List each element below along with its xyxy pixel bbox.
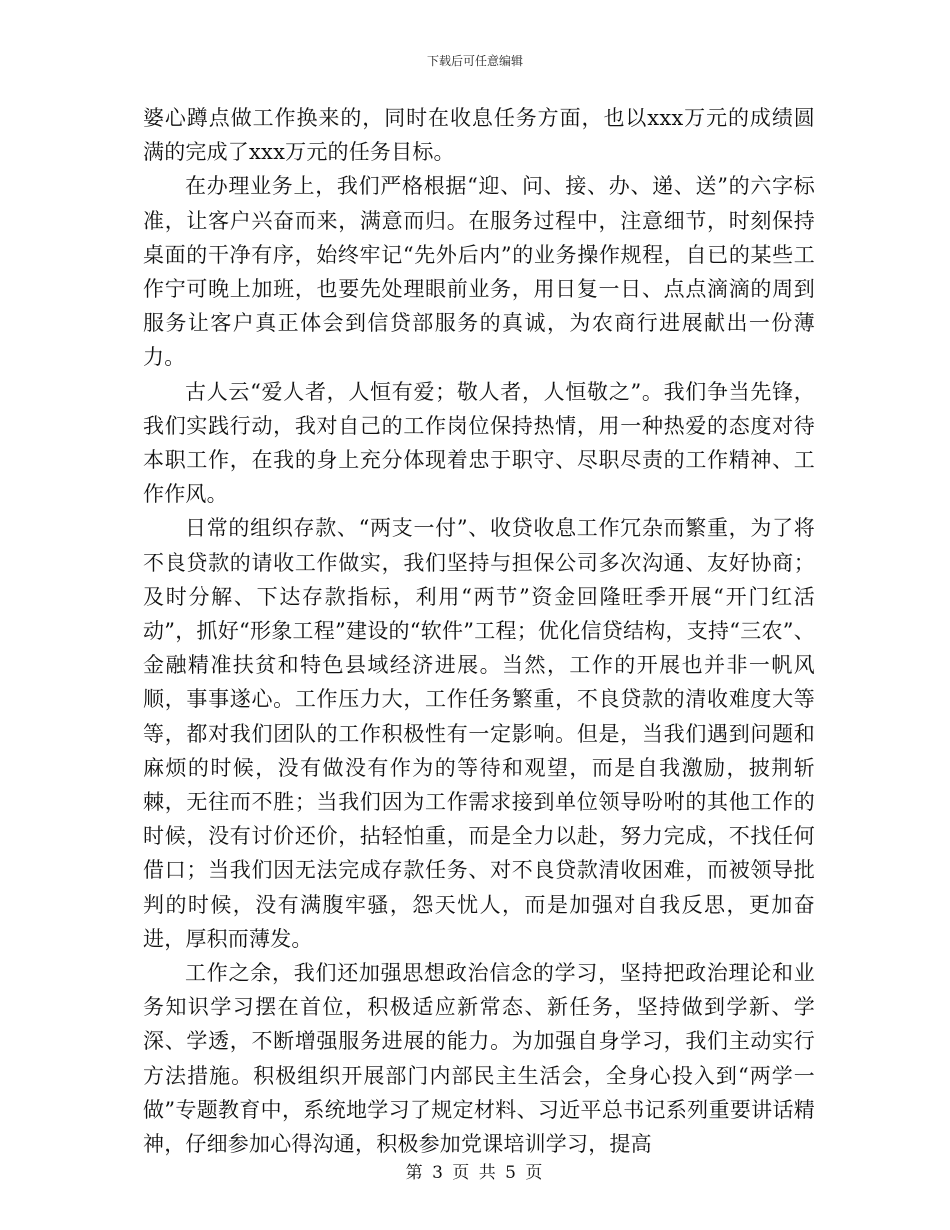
body-text — [143, 101, 815, 1161]
paragraph-5: 工作之余，我们还加强思想政治信念的学习，坚持把政治理论和业务知识学习摆在首位，积极适应新常态、新任务，坚持做到学新、学深、学透，不断增强服务进展的能力。为加强自身学习，我们主动实行方法措施。积极组织开展部门内部民主生活会，全身心投入到“两学一做”专题教育中，系统地学习了规定材料、习近平总书记系列重要讲话精神，仔细参加心得沟通，积极参加党课培训学习，提高 — [143, 961, 815, 1157]
paragraph-2: 在办理业务上，我们严格根据“迎、问、接、办、递、送”的六字标准，让客户兴奋而来，满意而归。在服务过程中，注意细节，时刻保持桌面的干净有序，始终牢记“先外后内”的业务操作规程，自已的某些工作宁可晚上加班，也要先处理眼前业务，用日复一日、点点滴滴的周到服务让客户真正体会到信贷部服务的真诚，为农商行进展献出一份薄力。 — [143, 174, 815, 370]
header-note: 下载后可任意编辑 — [426, 54, 523, 68]
paragraph-4: 日常的组织存款、“两支一付”、收贷收息工作冗杂而繁重，为了将不良贷款的请收工作做实，我们坚持与担保公司多次沟通、友好协商；及时分解、下达存款指标，利用“两节”资金回隆旺季开展“开门红活动”，抓好“形象工程”建设的“软件”工程；优化信贷结构，支持“三农”、金融精准扶贫和特色县域经济进展。当然，工作的开展也并非一帆风顺，事事遂心。工作压力大，工作任务繁重，不良贷款的清收难度大等等，都对我们团队的工作积极性有一定影响。但是，当我们遇到问题和麻烦的时候，没有做没有作为的等待和观望，而是自我激励，披荆斩棘，无往而不胜；当我们因为工作需求接到单位领导吩咐的其他工作的时候，没有讨价还价，拈轻怕重，而是全力以赴，努力完成，不找任何借口；当我们因无法完成存款任务、对不良贷款清收困难，而被领导批判的时候，没有满腹牢骚，怨天忧人，而是加强对自我反思，更加奋进，厚积而薄发。 — [143, 516, 815, 951]
paragraph-3: 古人云“爱人者，人恒有爱；敬人者，人恒敬之”。我们争当先锋，我们实践行动，我对自己的工作岗位保持热情，用一种热爱的态度对待本职工作，在我的身上充分体现着忠于职守、尽职尽责的工作精神、工作作风。 — [143, 379, 815, 507]
page-number: 第 3 页 共 5 页 — [405, 1163, 545, 1183]
paragraph-1: 婆心蹲点做工作换来的，同时在收息任务方面，也以xxx万元的成绩圆满的完成了xxx万元的任务目标。 — [143, 106, 815, 165]
